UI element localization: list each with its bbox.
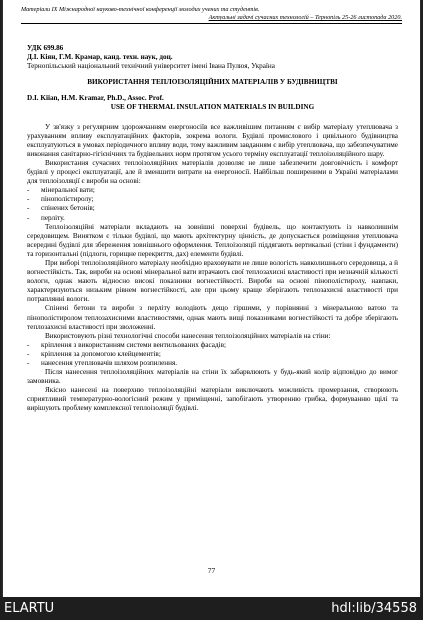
document-page [3, 0, 420, 597]
list-item: - перліту. [27, 214, 398, 223]
repository-label: ELARTU [4, 601, 55, 616]
udk-code: УДК 699.86 [27, 44, 64, 52]
list-item: - пінополістиролу; [27, 195, 398, 204]
handle-label: hdl:lib/34558 [331, 601, 417, 616]
authors-english: D.I. Kiian, H.M. Kramar, Ph.D., Assoc. Prof. [27, 94, 164, 103]
paragraph: У зв'язку з регулярним здорожчанням енергоносіїв все важливішим питанням є вибір матеріалу утеплювача з урахуванням впливу експлуатаційних факторів, зокрема вологи. Будівлі промислового і цивільного будівництва експлуатуються в умовах періодичного впливу води, тому важливим завданням є вибір утеплювача, що забезпечуватиме виконання санітарно-гігієнічних та будівельних норм протягом усього терміну експлуатації теплоізоляційного шару. [27, 122, 398, 158]
list-item: - спінених бетонів; [27, 204, 398, 213]
list-item: - нанесення утеплювачів шляхом розпилення. [27, 359, 398, 368]
paragraph: Після нанесення теплоізоляційних матеріалів на стіни їх забарвлюють у будь-який колір відповідно до вимог замовника. [27, 368, 398, 386]
paragraph: Спінені бетони та вироби з перліту володіють дещо гіршими, у порівнянні з мінеральною ватою та пінополістиролом теплозахисними властивостями, однак мають вищі показниками вогнестійкості та добре зберігають теплозахисні властивості при зволоженні. [27, 304, 398, 331]
header-line-1: Матеріали IX Міжнародної науково-технічної конференції молодих учених та студентів. [21, 6, 260, 13]
article-body [27, 44, 398, 414]
paragraph: При виборі теплоізоляційного матеріалу необхідно враховувати не лише вологість навколишнього середовища, а й вогнестійкість. Так, вироби на основі мінеральної вати втрачають свої теплозахисні властивості при незначній кількості вологи, однак мають відносно високі показники вогнестійкості. Вироби на основі пінополістиролу, навпаки, характеризуються низьким рівнем вогнестійкості, але при цьому краще зберігають теплозахисні властивості при потраплянні вологи. [27, 258, 398, 304]
list-item: - кріплення з використанням системи вентильованих фасадів; [27, 341, 398, 350]
paragraph: Використання сучасних теплоізоляційних матеріалів дозволяє не лише забезпечити довговічність і комфорт будівлі у процесі експлуатації, але й зменшити витрати на енергоносії. Найбільш поширеними в Україні матеріалами для теплоізоляції є вироби на основі: [27, 158, 398, 186]
title-english: USE OF THERMAL INSULATION MATERIALS IN BUILDING [110, 103, 315, 112]
paragraph: Якісно нанесені на поверхню теплоізоляційні матеріали виключають можливість промерзання, створюють сприятливий температурно-вологісний режим у приміщенні, запобігають утворенню грибка, формуванню щілі та вирішують проблему комплексної теплоізоляції будівлі. [27, 386, 398, 413]
list-item: - кріплення за допомогою клейцементів; [27, 350, 398, 359]
affiliation: Тернопільський національний технічний університет імені Івана Пулюя, Україна [27, 62, 275, 71]
materials-list [27, 186, 398, 222]
paragraph: Теплоізоляційні матеріали вкладають на зовнішні поверхні будівель, що контактують із навколишнім середовищем. Винятком є тільки будівлі, що мають архітектурну цінність, де допускається розміщення утеплювача всередині будівлі для збереження зовнішнього оформлення. Теплоізоляції піддягають вертикальні (стіни і фундаменти) та горизонтальні (підлоги, горищне перекриття, дах) елементи будівлі. [27, 222, 398, 258]
viewer-footer-bar [0, 597, 423, 620]
paragraph: Використовують різні технологічні способи нанесення теплоізоляційних матеріалів на стіни: [45, 331, 331, 340]
list-item: - мінеральної вати; [27, 186, 398, 195]
page-number: 77 [207, 566, 216, 575]
header-line-2: Актуальні задачі сучасних технологій – Тернопіль 25-26 листопада 2020. [208, 14, 402, 21]
methods-list [27, 341, 398, 368]
title-ukrainian: ВИКОРИСТАННЯ ТЕПЛОІЗОЛЯЦІЙНИХ МАТЕРІАЛІВ У БУДІВНИЦТВІ [87, 78, 338, 87]
authors-uk: Д.І. Кіян, Г.М. Крамар, канд. техн. наук, доц. [27, 53, 173, 62]
running-header [21, 6, 402, 24]
